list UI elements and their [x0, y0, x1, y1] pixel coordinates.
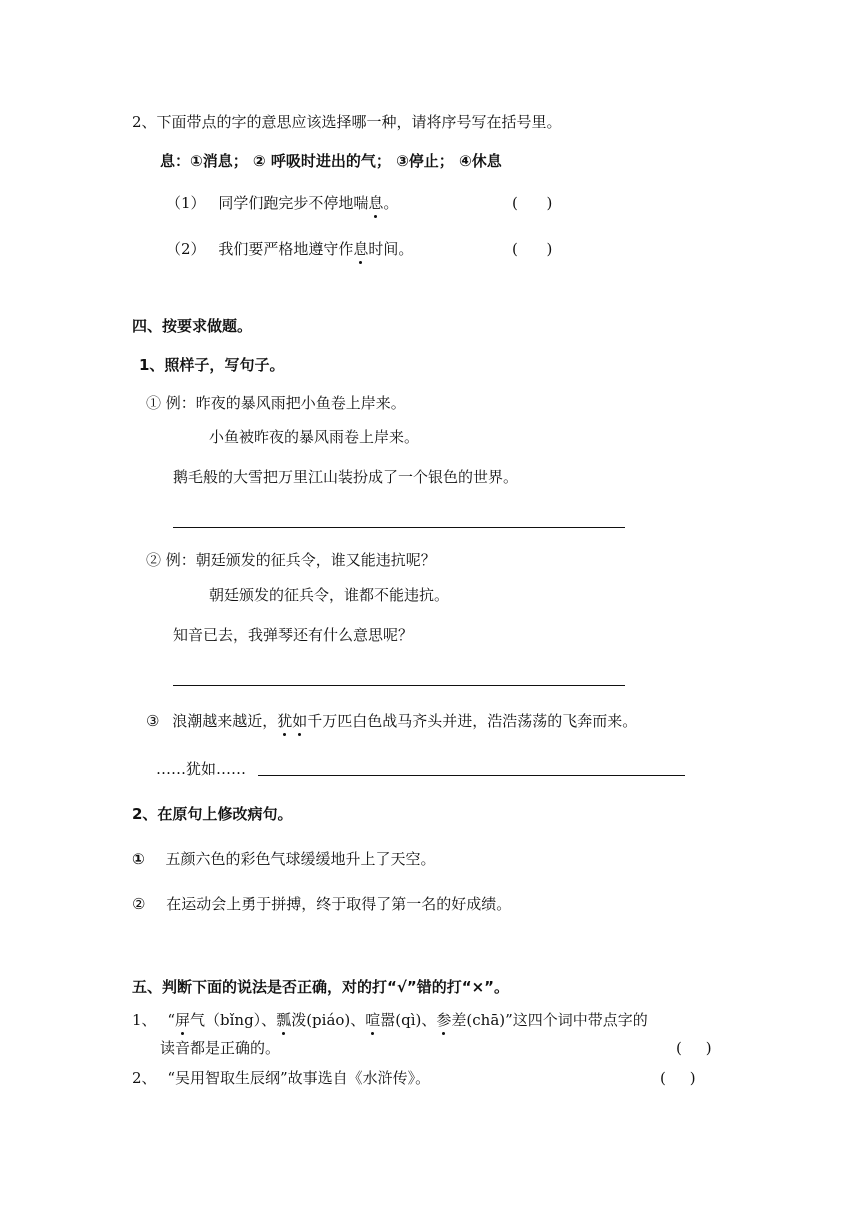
q2-item-2-dotted-char: 息: [353, 240, 369, 258]
ex3-dotted-char-1: 犹: [277, 712, 293, 730]
judge-item-1-dotted-char-4: 参: [436, 1011, 452, 1029]
sick-sentence-2-text[interactable]: 在运动会上勇于拼搏，终于取得了第一名的好成绩。: [166, 895, 512, 913]
judge-item-1-number: 1、: [132, 1011, 157, 1029]
judge-item-2-text: “吴用智取生辰纲”故事选自《水浒传》。: [167, 1069, 431, 1087]
ex1-answer: 小鱼被昨夜的暴风雨卷上岸来。: [209, 428, 420, 446]
judge-item-2-answer-paren[interactable]: ( ): [660, 1069, 696, 1087]
q2-item-1-dotted-char: 息: [368, 194, 384, 212]
section-4-sub-2: 2、在原句上修改病句。: [132, 805, 293, 823]
judge-item-1-word-1-rest: 气（bǐng）、: [190, 1011, 277, 1029]
q2-item-1-text-before: 同学们跑完步不停地喘: [218, 194, 369, 212]
judge-item-1-line-2: 读音都是正确的。: [160, 1039, 281, 1057]
ex2-answer-line[interactable]: [173, 685, 625, 686]
q2-item-1-number: （1）: [166, 194, 206, 212]
judge-item-1-word-3-rest: 嚣(qì)、: [380, 1011, 437, 1029]
ex3-text-before: 浪潮越来越近，: [172, 712, 278, 730]
sick-sentence-1-text[interactable]: 五颜六色的彩色气球缓缓地升上了天空。: [165, 850, 436, 868]
sick-sentence-2-number: ②: [132, 895, 146, 913]
judge-item-1-dotted-char-1: 屏: [175, 1011, 191, 1029]
ex3-text-after: 千万匹白色战马齐头并进，浩浩荡荡的飞奔而来。: [307, 712, 638, 730]
section-5-heading: 五、判断下面的说法是否正确，对的打“√”错的打“×”。: [132, 978, 510, 996]
ex1-task: 鹅毛般的大雪把万里江山装扮成了一个银色的世界。: [173, 468, 519, 486]
sick-sentence-2: [132, 894, 511, 914]
judge-item-2: [132, 1068, 430, 1088]
ex1-example: ① 例：昨夜的暴风雨把小鱼卷上岸来。: [146, 394, 406, 412]
judge-item-1-dotted-char-3: 喧: [365, 1011, 381, 1029]
q2-item-1-text-after: 。: [383, 194, 399, 212]
judge-item-1-word-4-rest: 差(chā)”这四个词中带点字的: [451, 1011, 648, 1029]
ex3-prompt: ……犹如……: [156, 760, 247, 778]
judge-item-2-number: 2、: [132, 1069, 157, 1087]
sick-sentence-1: [132, 849, 436, 869]
ex2-answer: 朝廷颁发的征兵令，谁都不能违抗。: [209, 586, 450, 604]
q2-item-2-text-before: 我们要严格地遵守作: [218, 240, 354, 258]
q2-item-2: [166, 239, 413, 259]
q2-title: 2、下面带点的字的意思应该选择哪一种，请将序号写在括号里。: [132, 113, 562, 131]
section-4-heading: 四、按要求做题。: [132, 317, 253, 335]
q2-item-2-text-after: 时间。: [368, 240, 414, 258]
q2-item-2-answer-paren[interactable]: ( ): [512, 240, 553, 258]
ex3-sentence: [146, 711, 637, 731]
section-4-sub-1: 1、照样子，写句子。: [139, 356, 285, 374]
q2-item-1: [166, 193, 398, 213]
judge-item-1: [132, 1010, 648, 1030]
q2-item-1-answer-paren[interactable]: ( ): [512, 194, 553, 212]
judge-item-1-open-quote: “: [167, 1011, 175, 1029]
ex1-answer-line[interactable]: [173, 527, 625, 528]
q2-item-2-number: （2）: [166, 240, 206, 258]
q2-options: 息：①消息； ② 呼吸时进出的气； ③停止； ④休息: [160, 152, 502, 170]
ex2-example: ② 例：朝廷颁发的征兵令，谁又能违抗呢？: [146, 551, 436, 569]
judge-item-1-dotted-char-2: 瓢: [276, 1011, 292, 1029]
judge-item-1-answer-paren[interactable]: ( ): [676, 1039, 712, 1057]
ex3-answer-line[interactable]: [258, 775, 685, 776]
ex3-number: ③: [146, 712, 160, 730]
ex3-dotted-char-2: 如: [292, 712, 308, 730]
sick-sentence-1-number: ①: [132, 850, 145, 868]
ex2-task: 知音已去，我弹琴还有什么意思呢？: [173, 626, 414, 644]
judge-item-1-word-2-rest: 泼(piáo)、: [291, 1011, 366, 1029]
